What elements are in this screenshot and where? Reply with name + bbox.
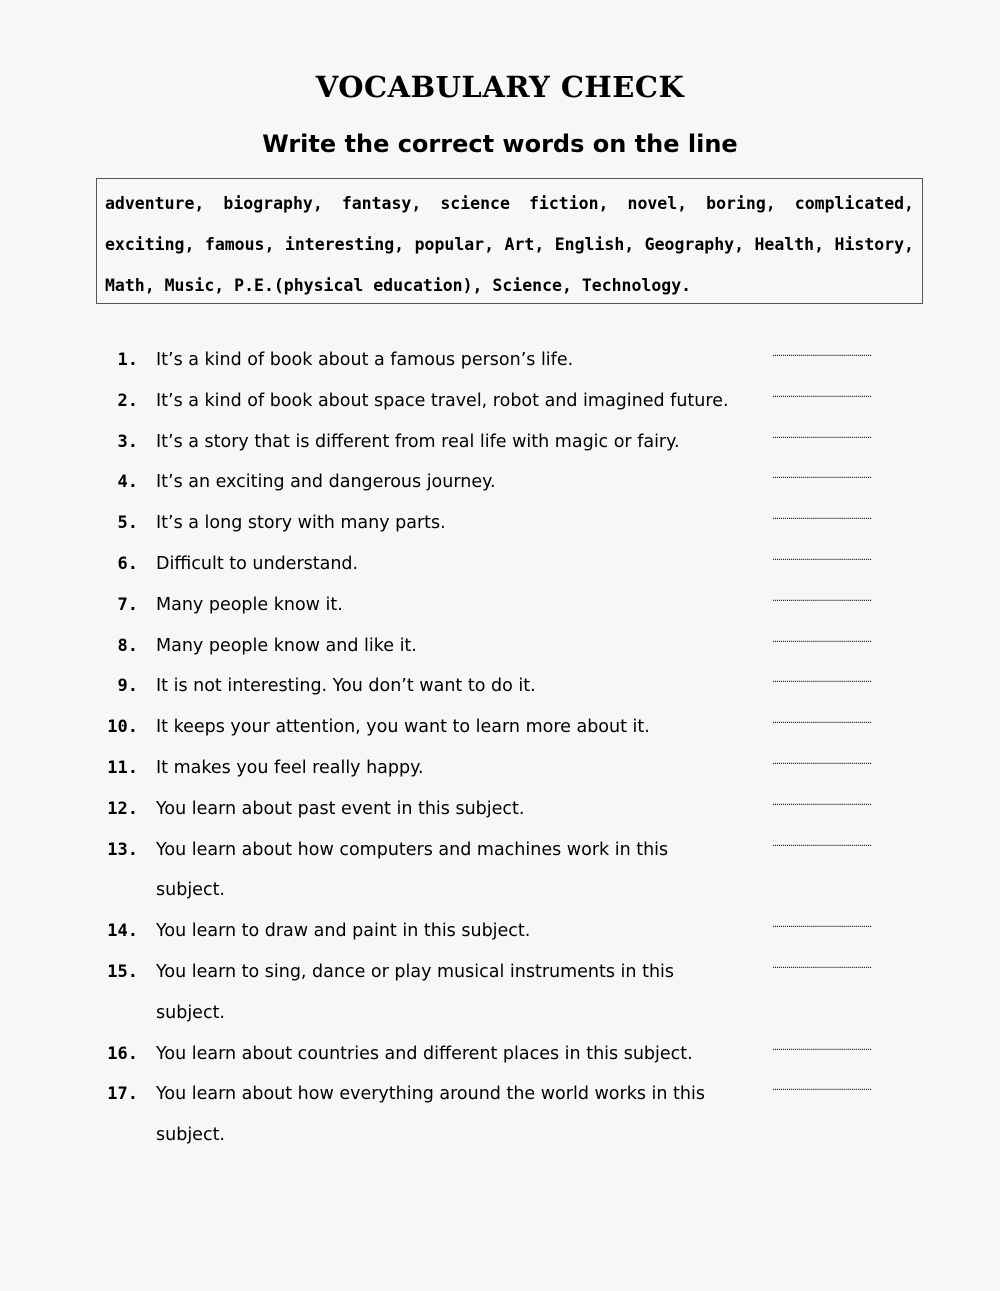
question-number: 6. <box>117 553 138 574</box>
question-number: 17. <box>107 1084 138 1105</box>
answer-line[interactable]: .................................................. <box>772 837 871 849</box>
question-number: 12. <box>107 798 138 819</box>
question-item <box>0 1074 1000 1156</box>
word-bank-text: adventure, biography, fantasy, science fiction, novel, boring, complicated, exciting, famous, interesting, popular, Art, English, Geography, Health, History, Math, Music, P.E.(physical education), Science, Technology. <box>105 194 914 295</box>
question-text: It’s a story that is different from real life with magic or fairy. <box>156 431 680 452</box>
question-number: 15. <box>107 961 138 982</box>
question-text: It is not interesting. You don’t want to do it. <box>156 676 536 697</box>
question-item <box>0 789 1000 830</box>
word-bank-box <box>96 178 923 304</box>
question-text: Many people know and like it. <box>156 635 417 656</box>
question-item <box>0 422 1000 463</box>
question-number: 8. <box>117 635 138 656</box>
question-number: 16. <box>107 1043 138 1064</box>
question-item <box>0 585 1000 626</box>
question-item <box>0 503 1000 544</box>
question-text: You learn about how computers and machines work in this subject. <box>156 839 669 901</box>
answer-line[interactable]: .................................................. <box>772 388 871 400</box>
answer-line[interactable]: .................................................. <box>772 674 871 686</box>
question-number: 9. <box>117 676 138 697</box>
question-number: 14. <box>107 921 138 942</box>
question-text: It’s a kind of book about space travel, robot and imagined future. <box>156 390 729 411</box>
question-number: 1. <box>117 350 138 370</box>
question-item <box>0 1034 1000 1075</box>
question-text: Difficult to understand. <box>156 553 359 574</box>
question-text: It makes you feel really happy. <box>156 757 424 778</box>
answer-line[interactable]: .................................................. <box>772 755 871 767</box>
answer-line[interactable]: .................................................. <box>772 348 871 359</box>
question-item <box>0 952 1000 1034</box>
question-item <box>0 381 1000 422</box>
question-text: You learn about how everything around the world works in this subject. <box>156 1084 705 1146</box>
question-item <box>0 544 1000 585</box>
answer-line[interactable]: .................................................. <box>772 1082 871 1094</box>
question-number: 13. <box>107 839 138 860</box>
question-text: It’s a kind of book about a famous person’s life. <box>156 350 574 370</box>
question-number: 5. <box>117 513 138 534</box>
answer-line[interactable]: .................................................. <box>772 919 871 931</box>
answer-line[interactable]: .................................................. <box>772 551 871 563</box>
question-text: Many people know it. <box>156 594 343 615</box>
question-text: You learn about past event in this subject. <box>156 798 525 819</box>
answer-line[interactable]: .................................................. <box>772 796 871 808</box>
worksheet-title: VOCABULARY CHECK <box>315 70 685 104</box>
answer-line[interactable]: .................................................. <box>772 959 871 971</box>
answer-line[interactable]: .................................................. <box>772 592 871 604</box>
instruction-heading: Write the correct words on the line <box>262 130 738 158</box>
question-number: 3. <box>117 431 138 452</box>
question-text: You learn about countries and different places in this subject. <box>156 1043 693 1064</box>
question-list <box>0 340 1000 1156</box>
question-text: It keeps your attention, you want to learn more about it. <box>156 717 650 738</box>
question-item <box>0 666 1000 707</box>
question-number: 4. <box>117 472 138 493</box>
answer-line[interactable]: .................................................. <box>772 429 871 441</box>
question-number: 2. <box>117 390 138 411</box>
question-item <box>0 748 1000 789</box>
question-number: 7. <box>117 594 138 615</box>
question-item <box>0 626 1000 667</box>
question-number: 11. <box>107 757 138 778</box>
answer-line[interactable]: .................................................. <box>772 1041 871 1053</box>
question-number: 10. <box>107 717 138 738</box>
question-text: It’s an exciting and dangerous journey. <box>156 472 496 493</box>
question-item <box>0 911 1000 952</box>
answer-line[interactable]: .................................................. <box>772 470 871 482</box>
answer-line[interactable]: .................................................. <box>772 633 871 645</box>
question-text: You learn to sing, dance or play musical instruments in this subject. <box>156 961 675 1023</box>
question-text: It’s a long story with many parts. <box>156 513 446 534</box>
question-item <box>0 340 1000 381</box>
question-item <box>0 462 1000 503</box>
answer-line[interactable]: .................................................. <box>772 511 871 523</box>
answer-line[interactable]: .................................................. <box>772 715 871 727</box>
question-text: You learn to draw and paint in this subject. <box>156 921 531 942</box>
question-item <box>0 707 1000 748</box>
question-item <box>0 830 1000 912</box>
